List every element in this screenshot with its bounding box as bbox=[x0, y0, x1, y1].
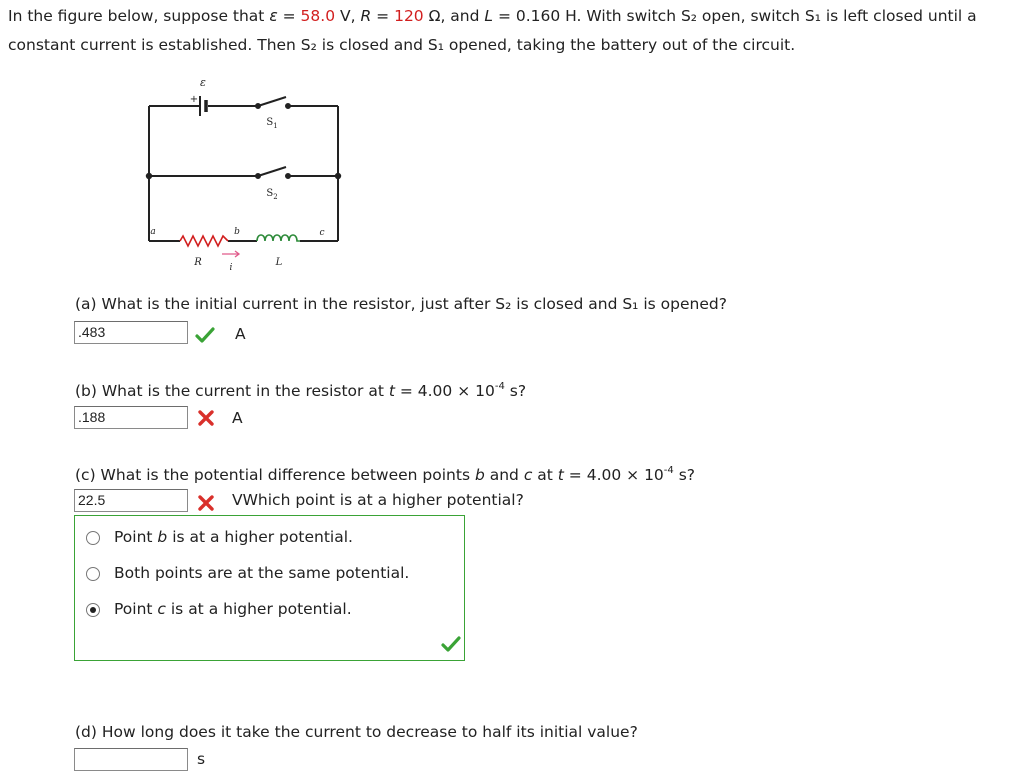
option-c-radio[interactable] bbox=[86, 603, 100, 617]
option-same-radio[interactable] bbox=[86, 567, 100, 581]
circuit-diagram bbox=[140, 72, 350, 272]
emf-value: 58.0 bbox=[300, 7, 336, 25]
incorrect-x-icon-c bbox=[197, 494, 215, 512]
current-label: i bbox=[229, 263, 233, 272]
answer-c-input[interactable]: 22.5 bbox=[74, 489, 188, 512]
incorrect-x-icon-b bbox=[197, 409, 215, 427]
current-arrow-icon bbox=[222, 251, 239, 257]
unit-c-followup: VWhich point is at a higher potential? bbox=[232, 491, 524, 509]
plus-label: + bbox=[189, 94, 199, 105]
question-b: (b) What is the current in the resistor at $t = 4.00 \times 10^{-4}$ s? bbox=[75, 381, 527, 400]
resistance-value: 120 bbox=[394, 7, 424, 25]
option-b-label[interactable]: Point b is at a higher potential. bbox=[114, 528, 353, 546]
question-c: (c) What is the potential difference between points b and c at $t = 4.00 \times 10^{-4}$ s? bbox=[75, 465, 696, 484]
unit-b: A bbox=[232, 409, 243, 427]
emf-label: ε bbox=[200, 76, 206, 89]
answer-a-input[interactable]: .483 bbox=[74, 321, 188, 344]
unit-a: A bbox=[235, 325, 246, 343]
answer-b-input[interactable]: .188 bbox=[74, 406, 188, 429]
inductor-icon bbox=[257, 235, 300, 241]
answer-d-input[interactable] bbox=[74, 748, 188, 771]
point-b-label: b bbox=[234, 227, 240, 237]
unit-d: s bbox=[197, 750, 206, 768]
resistor-icon bbox=[180, 236, 228, 246]
switch-s1-icon bbox=[256, 97, 290, 108]
problem-statement: In the figure below, suppose that ε = 58.0 V, R = 120 Ω, and L = 0.160 H. With switch S₂ open, switch S₁ is left closed until a constant current is established. Then S₂ is closed and S₁ opened, taking the battery out of the circuit. bbox=[8, 7, 977, 54]
point-a-label: a bbox=[150, 227, 156, 237]
inductor-label: L bbox=[275, 257, 283, 268]
s1-label: $S_1$ bbox=[266, 117, 278, 130]
question-a: (a) What is the initial current in the resistor, just after S₂ is closed and S₁ is opened? bbox=[75, 295, 727, 313]
point-c-label: c bbox=[319, 228, 325, 238]
option-c-label[interactable]: Point c is at a higher potential. bbox=[114, 600, 352, 618]
option-b-radio[interactable] bbox=[86, 531, 100, 545]
resistor-label: R bbox=[194, 257, 202, 268]
option-same-label[interactable]: Both points are at the same potential. bbox=[114, 564, 410, 582]
battery-icon bbox=[200, 96, 206, 116]
question-d: (d) How long does it take the current to decrease to half its initial value? bbox=[75, 723, 638, 741]
correct-check-icon-c bbox=[441, 636, 461, 652]
correct-check-icon-a bbox=[195, 327, 215, 343]
s2-label: $S_2$ bbox=[266, 188, 278, 201]
